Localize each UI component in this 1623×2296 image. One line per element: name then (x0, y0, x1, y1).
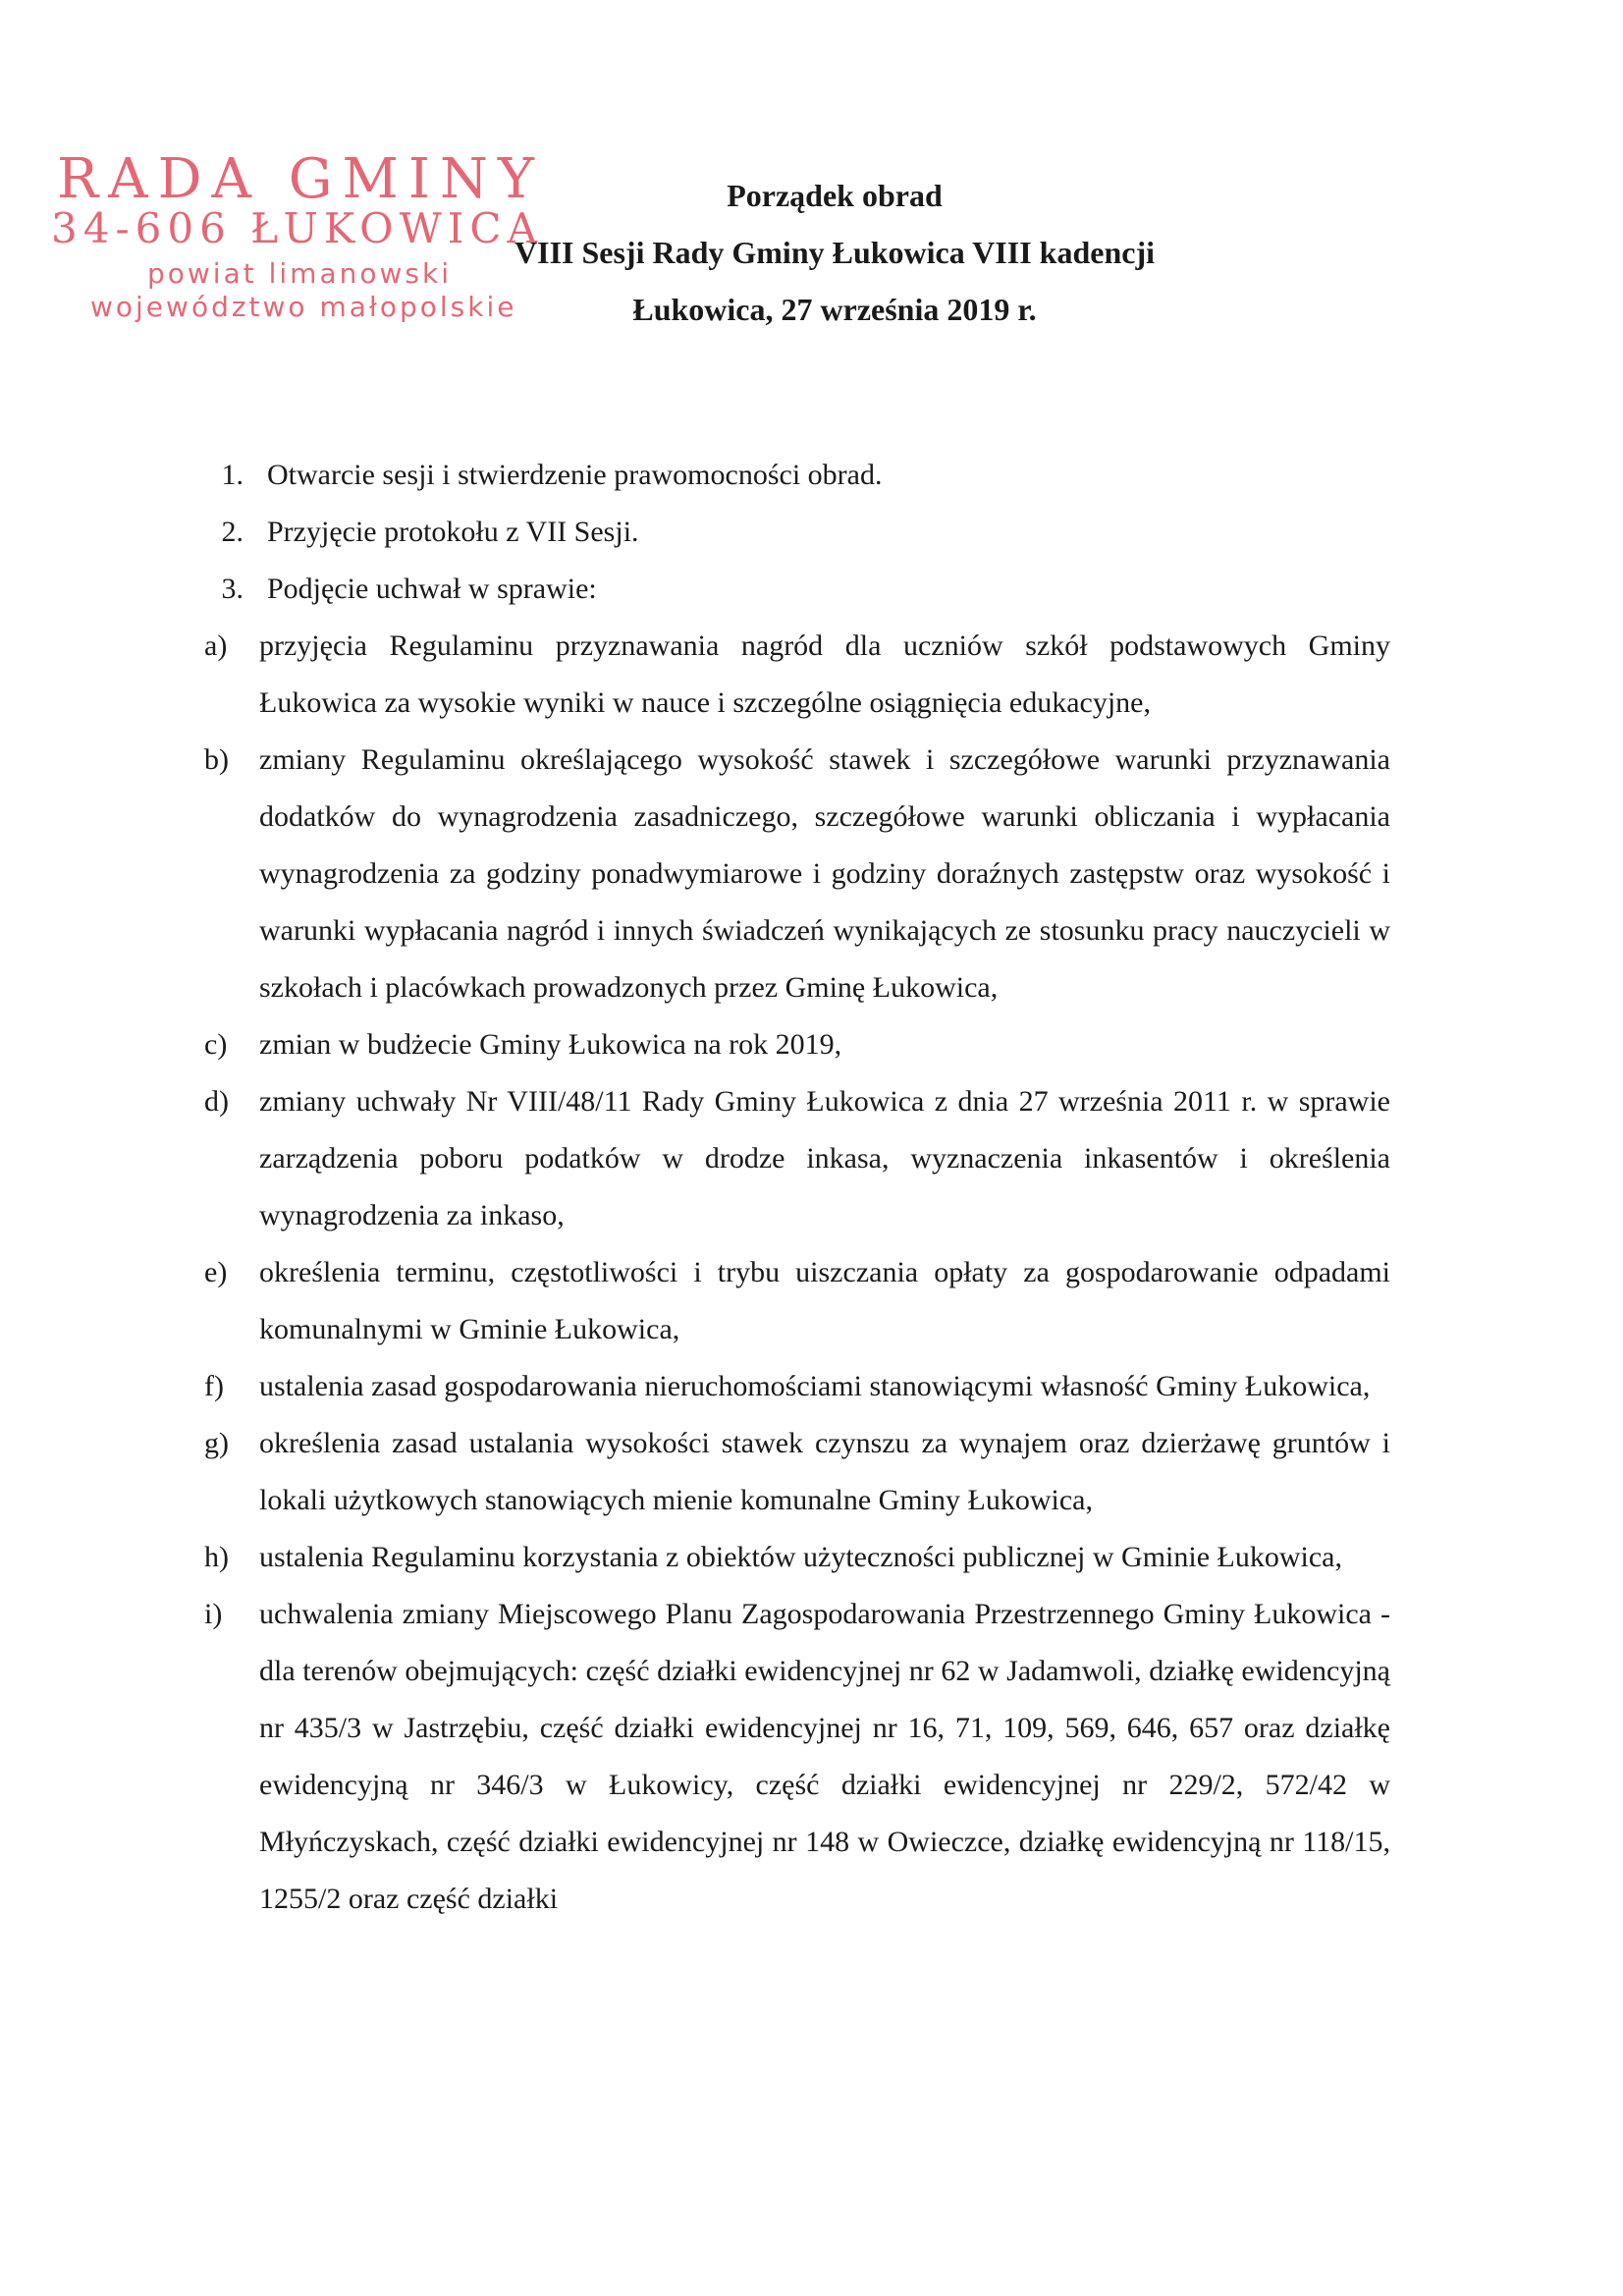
resolution-subitems (0, 618, 1461, 1928)
stamp-line-voivodeship: województwo małopolskie (90, 291, 517, 323)
resolution-subitem (0, 618, 1390, 732)
resolution-subitem (0, 732, 1390, 1016)
agenda-item (204, 561, 1461, 618)
subitem-letter: g) (204, 1427, 229, 1459)
document-title: Porządek obrad (727, 178, 943, 213)
subitem-letter: b) (204, 743, 229, 776)
subitem-letter: c) (204, 1028, 228, 1061)
subitem-text: zmian w budżecie Gminy Łukowica na rok 2019, (259, 1028, 842, 1061)
document-subtitle: VIII Sesji Rady Gminy Łukowica VIII kadencji (514, 235, 1155, 270)
agenda-item-text: Przyjęcie protokołu z VII Sesji. (267, 516, 639, 548)
subitem-text: uchwalenia zmiany Miejscowego Planu Zagospodarowania Przestrzennego Gminy Łukowica - dla terenów obejmujących: część działki ewidencyjnej nr 62 w Jadamwoli, działkę ewidencyjną nr 435/3 w Jastrzębiu, część działki ewidencyjnej nr 16, 71, 109, 569, 646, 657 oraz działkę ewidencyjną nr 346/3 w Łukowicy, część działki ewidencyjnej nr 229/2, 572/42 w Młyńczyskach, część działki ewidencyjnej nr 148 w Owieczce, działkę ewidencyjną nr 118/15, 1255/2 oraz część działki (259, 1598, 1390, 1915)
resolution-subitem (0, 1586, 1390, 1928)
subitem-text: ustalenia Regulaminu korzystania z obiektów użyteczności publicznej w Gminie Łukowica, (259, 1541, 1342, 1573)
agenda-item-text: Otwarcie sesji i stwierdzenie prawomocności obrad. (267, 459, 883, 491)
stamp-line-postal: 34-606 ŁUKOWICA (51, 204, 543, 252)
subitem-letter: i) (204, 1598, 223, 1630)
official-stamp (29, 147, 544, 334)
resolution-subitem (0, 1244, 1390, 1358)
agenda-item (204, 447, 1461, 504)
subitem-text: zmiany Regulaminu określającego wysokość stawek i szczegółowe warunki przyznawania dodatków do wynagrodzenia zasadniczego, szczegółowe warunki obliczania i wypłacania wynagrodzenia za godziny ponadwymiarowe i godziny doraźnych zastępstw oraz wysokość i warunki wypłacania nagród i innych świadczeń wynikających ze stosunku pracy nauczycieli w szkołach i placówkach prowadzonych przez Gminę Łukowica, (259, 743, 1390, 1004)
agenda-item (204, 504, 1461, 561)
resolution-subitem (0, 1358, 1390, 1415)
subitem-text: przyjęcia Regulaminu przyznawania nagród dla uczniów szkół podstawowych Gminy Łukowica za wysokie wyniki w nauce i szczególne osiągnięcia edukacyjne, (259, 629, 1390, 719)
subitem-letter: d) (204, 1085, 229, 1118)
subitem-text: zmiany uchwały Nr VIII/48/11 Rady Gminy Łukowica z dnia 27 września 2011 r. w sprawie zarządzenia poboru podatków w drodze inkasa, wyznaczenia inkasentów i określenia wynagrodzenia za inkaso, (259, 1085, 1390, 1231)
subitem-letter: h) (204, 1541, 229, 1573)
agenda-item-number: 2. (221, 516, 243, 548)
resolution-subitem (0, 1073, 1390, 1244)
subitem-text: określenia terminu, częstotliwości i trybu uiszczania opłaty za gospodarowanie odpadami komunalnymi w Gminie Łukowica, (259, 1256, 1390, 1345)
agenda-item-number: 1. (221, 459, 243, 491)
resolution-subitem (0, 1016, 1390, 1073)
agenda-item-text: Podjęcie uchwał w sprawie: (267, 573, 597, 605)
agenda-list (204, 447, 1461, 1928)
document-header (491, 167, 1178, 338)
resolution-subitem (0, 1529, 1390, 1586)
stamp-line-council: RADA GMINY (57, 147, 544, 211)
subitem-letter: f) (204, 1370, 224, 1402)
subitem-letter: e) (204, 1256, 228, 1288)
stamp-line-county: powiat limanowski (147, 257, 452, 290)
subitem-letter: a) (204, 629, 228, 662)
resolution-subitem (0, 1415, 1390, 1529)
agenda-item-number: 3. (221, 573, 243, 605)
place-and-date: Łukowica, 27 września 2019 r. (632, 292, 1037, 327)
subitem-text: ustalenia zasad gospodarowania nieruchomościami stanowiącymi własność Gminy Łukowica, (259, 1370, 1371, 1402)
subitem-text: określenia zasad ustalania wysokości stawek czynszu za wynajem oraz dzierżawę gruntów i lokali użytkowych stanowiących mienie komunalne Gminy Łukowica, (259, 1427, 1390, 1516)
